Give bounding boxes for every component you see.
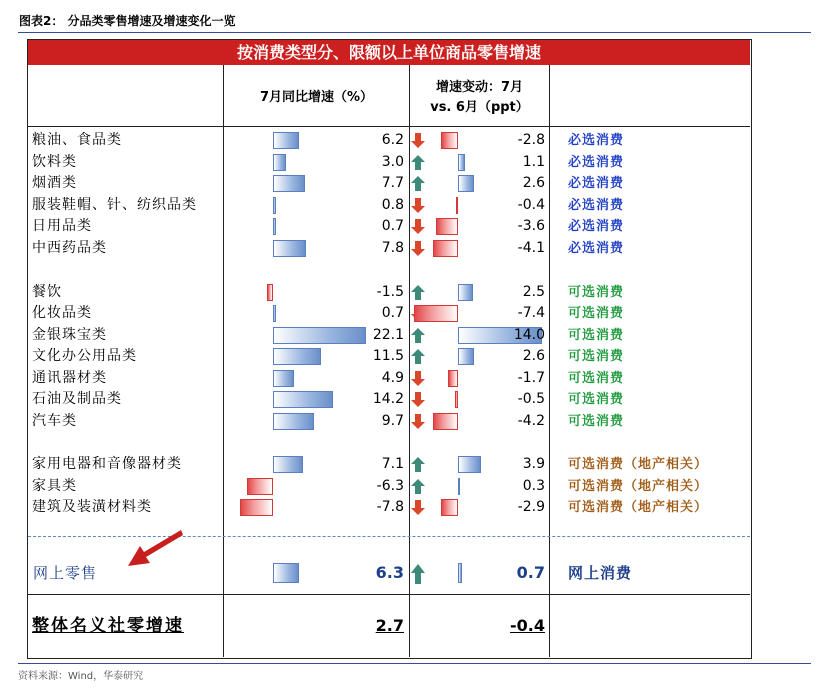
table-row	[28, 346, 750, 367]
table-row	[28, 216, 750, 237]
col1-header: 7月同比增速（%）	[259, 90, 374, 105]
category-name: 粮油、食品类	[32, 132, 122, 148]
total-separator	[28, 594, 750, 595]
category-name: 化妆品类	[32, 305, 92, 321]
table-row	[28, 303, 750, 324]
yoy-bar	[273, 348, 321, 365]
change-bar	[433, 413, 458, 430]
online-chg-bar	[458, 563, 462, 583]
bottom-rule	[18, 663, 811, 664]
change-value: -4.2	[517, 413, 545, 429]
consumption-type: 可选消费（地产相关）	[568, 479, 709, 494]
change-bar	[441, 499, 458, 516]
consumption-type: 必选消费	[568, 241, 625, 256]
category-name: 服装鞋帽、针、纺织品类	[32, 197, 197, 213]
change-bar	[448, 370, 458, 387]
change-bar	[456, 197, 458, 214]
category-name: 家用电器和音像器材类	[32, 456, 182, 472]
arrow-down-icon	[410, 132, 426, 149]
table-row	[28, 368, 750, 389]
yoy-bar	[273, 413, 314, 430]
arrow-down-icon	[410, 197, 426, 214]
category-name: 饮料类	[32, 154, 77, 170]
yoy-value: -1.5	[376, 284, 404, 300]
data-table	[27, 39, 752, 659]
total-chg: -0.4	[510, 616, 545, 635]
yoy-value: 4.9	[381, 370, 404, 386]
consumption-type: 可选消费	[568, 285, 625, 300]
category-name: 文化办公用品类	[32, 348, 137, 364]
yoy-value: 6.2	[381, 132, 404, 148]
yoy-bar	[273, 456, 303, 473]
yoy-value: 0.7	[381, 305, 404, 321]
arrow-down-icon	[410, 370, 426, 387]
yoy-value: 9.7	[381, 413, 404, 429]
arrow-up-icon	[410, 456, 426, 473]
header-rule	[28, 126, 750, 127]
yoy-value: 7.7	[381, 175, 404, 191]
consumption-type: 必选消费	[568, 176, 625, 191]
arrow-up-icon	[410, 154, 426, 171]
arrow-down-icon	[410, 240, 426, 257]
change-value: -4.1	[517, 240, 545, 256]
consumption-type: 必选消费	[568, 155, 625, 170]
change-bar	[458, 284, 473, 301]
change-value: -0.5	[517, 391, 545, 407]
yoy-value: 14.2	[372, 391, 404, 407]
online-yoy: 6.3	[375, 563, 404, 582]
arrow-up-icon	[410, 478, 426, 495]
table-row	[28, 238, 750, 259]
table-header: 按消费类型分、限额以上单位商品零售增速	[28, 40, 750, 65]
consumption-type: 可选消费（地产相关）	[568, 457, 709, 472]
change-value: -2.9	[517, 499, 545, 515]
yoy-value: 7.1	[381, 456, 404, 472]
figure-title: 图表2： 分品类零售增速及增速变化一览	[19, 14, 236, 28]
consumption-type: 可选消费	[568, 414, 625, 429]
yoy-value: 0.7	[381, 218, 404, 234]
table-row	[28, 195, 750, 216]
yoy-value: 22.1	[372, 327, 404, 343]
change-bar	[441, 132, 458, 149]
yoy-bar	[247, 478, 273, 495]
category-name: 通讯器材类	[32, 370, 107, 386]
source-note: 资料来源：Wind，华泰研究	[18, 671, 144, 682]
change-value: -3.6	[517, 218, 545, 234]
online-name: 网上零售	[33, 564, 98, 582]
table-row	[28, 282, 750, 303]
yoy-bar	[273, 132, 299, 149]
change-bar	[458, 154, 465, 171]
consumption-type: 必选消费	[568, 198, 625, 213]
table-row	[28, 130, 750, 151]
category-name: 建筑及装潢材料类	[32, 499, 152, 515]
arrow-down-icon	[410, 499, 426, 516]
yoy-value: 0.8	[381, 197, 404, 213]
table-row	[28, 325, 750, 346]
change-value: -1.7	[517, 370, 545, 386]
change-bar	[455, 391, 458, 408]
yoy-value: 7.8	[381, 240, 404, 256]
table-row	[28, 389, 750, 410]
change-bar	[458, 175, 474, 192]
category-name: 中西药品类	[32, 240, 107, 256]
consumption-type: 可选消费	[568, 392, 625, 407]
col2-header-line1: 增速变动：7月	[435, 80, 524, 95]
table-row	[28, 497, 750, 518]
change-value: 3.9	[522, 456, 545, 472]
yoy-bar	[273, 370, 294, 387]
change-value: -2.8	[517, 132, 545, 148]
arrow-down-icon	[410, 391, 426, 408]
table-row	[28, 454, 750, 475]
total-yoy: 2.7	[375, 616, 404, 635]
arrow-up-icon	[410, 348, 426, 365]
category-name: 日用品类	[32, 218, 92, 234]
arrow-up-icon	[410, 563, 426, 585]
arrow-up-icon	[410, 327, 426, 344]
change-value: -7.4	[517, 305, 545, 321]
table-row	[28, 476, 750, 497]
yoy-bar	[273, 305, 276, 322]
category-name: 餐饮	[32, 284, 62, 300]
category-name: 汽车类	[32, 413, 77, 429]
yoy-value: 11.5	[372, 348, 404, 364]
online-chg: 0.7	[516, 563, 545, 582]
yoy-bar	[267, 284, 273, 301]
yoy-bar	[273, 197, 276, 214]
yoy-bar	[273, 218, 276, 235]
change-bar	[433, 240, 458, 257]
online-category: 网上消费	[568, 564, 633, 582]
change-bar	[458, 478, 460, 495]
category-name: 石油及制品类	[32, 391, 122, 407]
change-value: 14.0	[513, 327, 545, 343]
change-value: 2.6	[522, 348, 545, 364]
table-row	[28, 152, 750, 173]
category-name: 家具类	[32, 478, 77, 494]
change-value: 1.1	[522, 154, 545, 170]
total-name: 整体名义社零增速	[32, 616, 184, 636]
arrow-down-icon	[410, 218, 426, 235]
table-row	[28, 411, 750, 432]
category-name: 金银珠宝类	[32, 327, 107, 343]
consumption-type: 可选消费	[568, 328, 625, 343]
yoy-bar	[273, 240, 306, 257]
total-row	[28, 608, 750, 644]
top-rule	[18, 32, 811, 33]
consumption-type: 必选消费	[568, 133, 625, 148]
arrow-up-icon	[410, 175, 426, 192]
change-bar	[458, 456, 481, 473]
online-yoy-bar	[273, 563, 299, 583]
consumption-type: 可选消费（地产相关）	[568, 500, 709, 515]
yoy-bar	[273, 154, 286, 171]
yoy-value: 3.0	[381, 154, 404, 170]
change-value: 0.3	[522, 478, 545, 494]
yoy-bar	[240, 499, 273, 516]
yoy-value: -6.3	[376, 478, 404, 494]
change-value: -0.4	[517, 197, 545, 213]
consumption-type: 可选消费	[568, 306, 625, 321]
category-name: 烟酒类	[32, 175, 77, 191]
col2-header-line2: vs. 6月（ppt）	[430, 100, 529, 115]
consumption-type: 必选消费	[568, 219, 625, 234]
table-row	[28, 173, 750, 194]
yoy-bar	[273, 175, 305, 192]
change-value: 2.6	[522, 175, 545, 191]
change-bar	[436, 218, 458, 235]
yoy-value: -7.8	[376, 499, 404, 515]
arrow-up-icon	[410, 284, 426, 301]
consumption-type: 可选消费	[568, 349, 625, 364]
change-value: 2.5	[522, 284, 545, 300]
highlight-arrow-icon	[126, 526, 186, 570]
arrow-down-icon	[410, 413, 426, 430]
change-bar	[414, 305, 458, 322]
consumption-type: 可选消费	[568, 371, 625, 386]
yoy-bar	[273, 391, 333, 408]
change-bar	[458, 348, 474, 365]
